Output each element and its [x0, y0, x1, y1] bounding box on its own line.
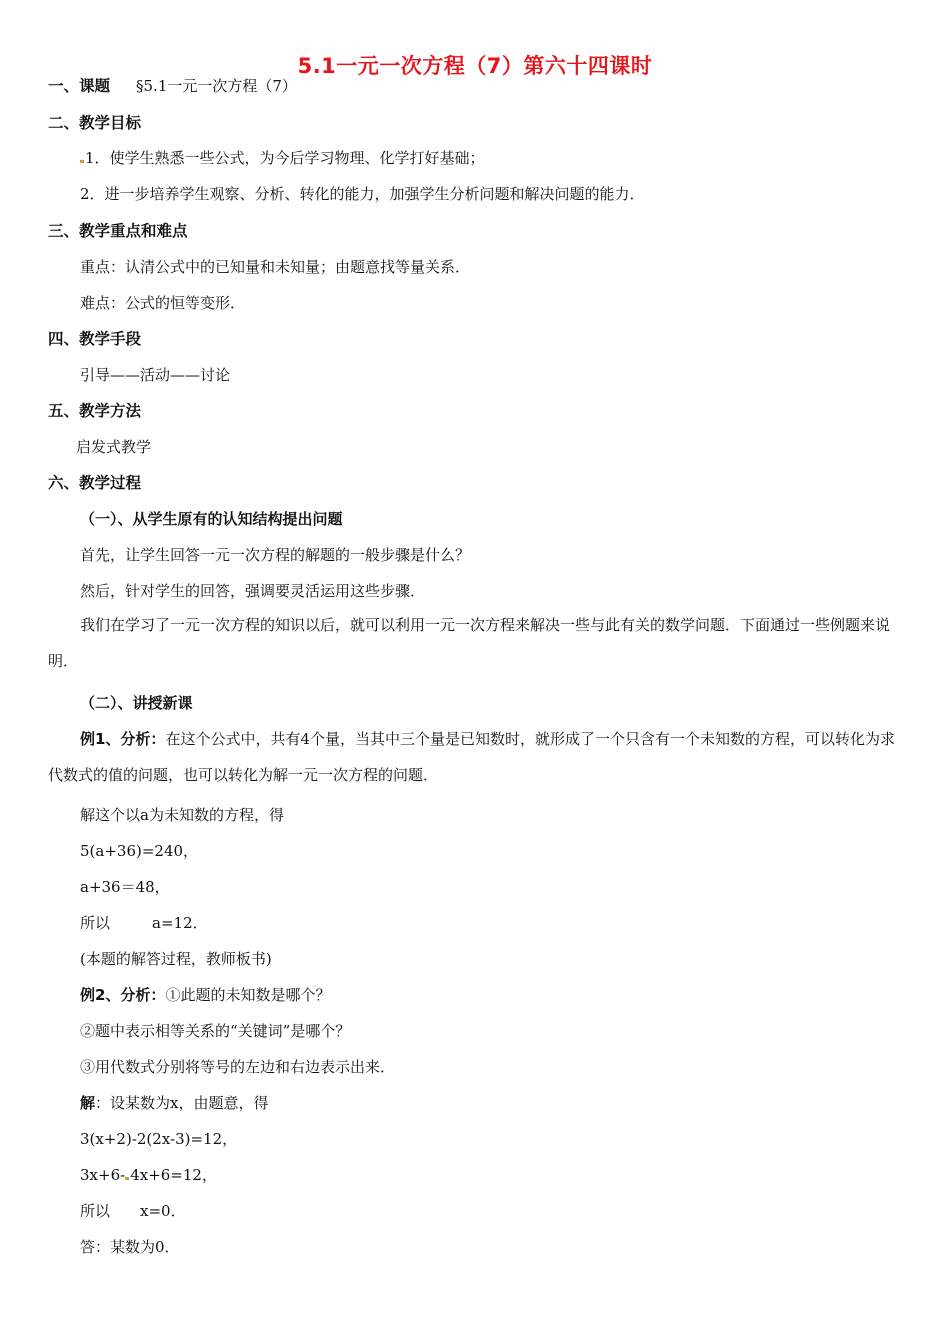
goal-item-1-text: 1．使学生熟悉一些公式，为今后学习物理、化学打好基础；	[85, 149, 485, 167]
example-2-equation-2	[80, 1165, 217, 1185]
example-1-label: 例1、分析：	[80, 730, 166, 748]
section-1-row	[48, 76, 297, 96]
part-1-paragraph-2: 然后，针对学生的回答，强调要灵活运用这些步骤．	[80, 582, 426, 600]
example-2-equation-1: 3(x+2)-2(2x-3)=12，	[80, 1130, 238, 1148]
section-1-content: §5.1一元一次方程（7）	[136, 77, 297, 95]
section-5-content: 启发式教学	[76, 438, 152, 456]
example-1-analysis	[48, 721, 904, 793]
example-1-equation-2: a+36＝48，	[80, 878, 170, 896]
example-1-text: 在这个公式中，共有4个量，当其中三个量是已知数时，就形成了一个只含有一个未知数的方程，可以转化为求代数式的值的问题，也可以转化为解一元一次方程的问题．	[48, 730, 896, 784]
example-2-result	[80, 1201, 186, 1221]
example-2-solution-intro	[80, 1093, 268, 1113]
section-4-content: 引导——活动——讨论	[80, 366, 231, 384]
example-2-equation-2-right: 4x+6=12，	[130, 1166, 217, 1184]
example-2-answer: 答：某数为0．	[80, 1238, 180, 1256]
section-3-heading: 三、教学重点和难点	[48, 222, 188, 240]
example-2-equation-2-left: 3x+6-	[80, 1166, 126, 1184]
example-2-result-label: 所以	[80, 1202, 111, 1220]
part-2-heading: （二）、讲授新课	[80, 694, 193, 712]
edit-mark	[80, 160, 84, 163]
example-1-result	[80, 913, 208, 933]
section-5-heading: 五、教学方法	[48, 402, 142, 420]
example-2-question-3: ③用代数式分别将等号的左边和右边表示出来．	[80, 1058, 396, 1076]
example-1-note: (本题的解答过程，教师板书)	[80, 950, 272, 968]
part-1-heading: （一）、从学生原有的认知结构提出问题	[80, 510, 343, 528]
goal-item-1	[80, 148, 485, 168]
example-2-analysis	[80, 985, 330, 1005]
key-point: 重点：认清公式中的已知量和未知量；由题意找等量关系．	[80, 258, 471, 276]
part-1-paragraph-3: 我们在学习了一元一次方程的知识以后，就可以利用一元一次方程来解决一些与此有关的数学问题．下面通过一些例题来说明．	[48, 616, 891, 670]
document-title: 5.1一元一次方程（7）第六十四课时	[297, 54, 653, 78]
example-1-result-label: 所以	[80, 914, 111, 932]
example-2-question-2: ②题中表示相等关系的“关键词”是哪个？	[80, 1022, 351, 1040]
example-1-equation-1: 5(a+36)=240，	[80, 842, 199, 860]
example-2-solution-text: ：设某数为x，由题意，得	[95, 1094, 269, 1112]
example-2-question-1: ①此题的未知数是哪个？	[165, 986, 331, 1004]
section-1-heading: 一、课题	[48, 77, 111, 95]
goal-item-2: 2．进一步培养学生观察、分析、转化的能力，加强学生分析问题和解决问题的能力．	[80, 185, 645, 203]
section-2-heading: 二、教学目标	[48, 114, 142, 132]
example-2-result-value: x=0．	[140, 1202, 186, 1220]
example-1-line-1: 解这个以a为未知数的方程，得	[80, 806, 284, 824]
example-2-label: 例2、分析：	[80, 986, 166, 1004]
difficult-point: 难点：公式的恒等变形．	[80, 294, 246, 312]
section-6-heading: 六、教学过程	[48, 474, 142, 492]
example-1-result-value: a=12．	[152, 914, 208, 932]
part-1-paragraph-1: 首先，让学生回答一元一次方程的解题的一般步骤是什么？	[80, 546, 471, 564]
edit-mark	[125, 1177, 129, 1180]
example-2-solution-label: 解	[80, 1094, 96, 1112]
section-4-heading: 四、教学手段	[48, 330, 142, 348]
